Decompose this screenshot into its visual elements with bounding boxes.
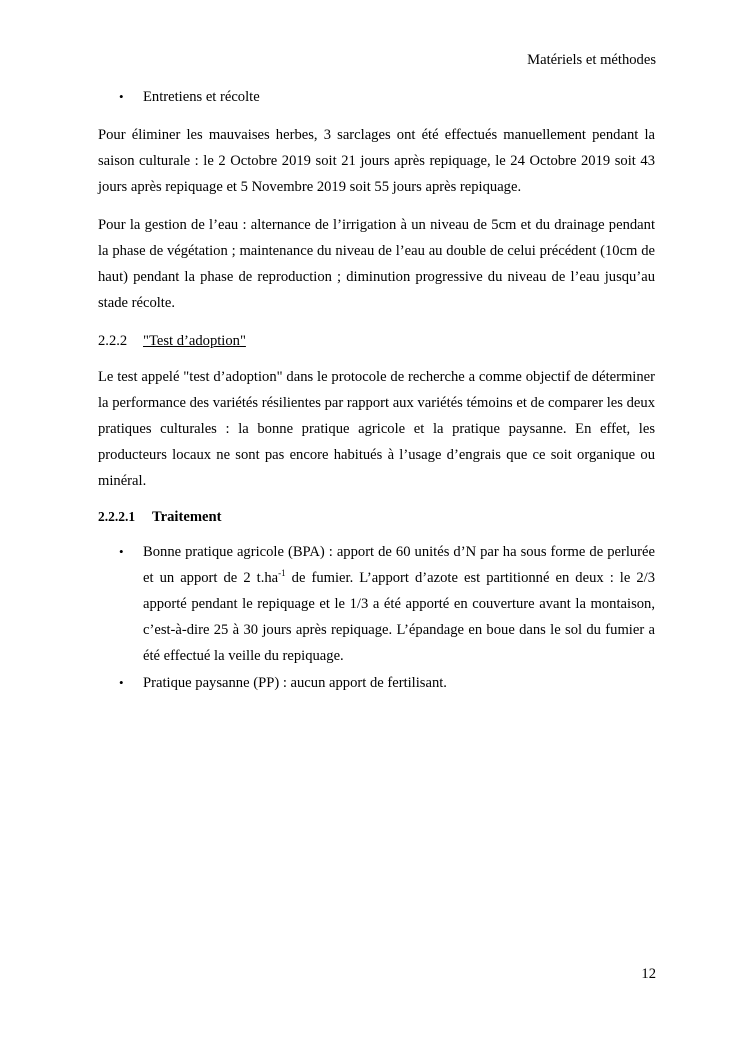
bpa-text-after: de fumier. L’apport d’azote est partitionné en deux : le 2/3 apporté pendant le repiquage et le 1/3 a été apporté en couverture avant la montaison, c’est-à-dire 25 à 30 jours après repiquage. L’épandage en boue dans le sol du fumier a été effectué la veille du repiquage. bbox=[143, 570, 655, 664]
section-number: 2.2.2 bbox=[98, 333, 128, 349]
section-heading-2-2-2 bbox=[98, 333, 246, 350]
section-heading-2-2-2-1 bbox=[98, 509, 221, 526]
bullet-entretiens bbox=[119, 89, 260, 106]
section-title: Traitement bbox=[152, 509, 222, 525]
paragraph-sarclage: Pour éliminer les mauvaises herbes, 3 sarclages ont été effectués manuellement pendant la saison culturale : le 2 Octobre 2019 soit 21 jours après repiquage, le 24 Octobre 2019 soit 43 jours après repiquage et 5 Novembre 2019 soit 55 jours après repiquage. bbox=[98, 127, 655, 195]
paragraph-gestion-eau: Pour la gestion de l’eau : alternance de l’irrigation à un niveau de 5cm et du drainage pendant la phase de végétation ; maintenance du niveau de l’eau au double de celui précédent (10cm de haut) pendant la phase de reproduction ; diminution progressive du niveau de l’eau jusqu’au stade récolte. bbox=[98, 217, 655, 311]
list-item-pp bbox=[119, 670, 655, 696]
list-item-bpa bbox=[119, 539, 655, 669]
paragraph-test-adoption: Le test appelé "test d’adoption" dans le protocole de recherche a comme objectif de déterminer la performance des variétés résilientes par rapport aux variétés témoins et de comparer les deux pratiques culturales : la bonne pratique agricole et la pratique paysanne. En effet, les producteurs locaux ne sont pas encore habitués à l’usage d’engrais que ce soit organique ou minéral. bbox=[98, 369, 655, 489]
bullet-marker: • bbox=[119, 675, 124, 690]
pp-text: Pratique paysanne (PP) : aucun apport de fertilisant. bbox=[143, 675, 447, 691]
bpa-text bbox=[143, 539, 655, 669]
bullet-marker: • bbox=[119, 544, 124, 559]
bpa-superscript: -1 bbox=[278, 568, 286, 579]
page-number: 12 bbox=[641, 966, 656, 982]
bullet-label: Entretiens et récolte bbox=[143, 89, 260, 105]
running-header: Matériels et méthodes bbox=[527, 52, 656, 68]
bullet-marker: • bbox=[119, 89, 124, 104]
section-number: 2.2.2.1 bbox=[98, 509, 136, 524]
section-title: "Test d’adoption" bbox=[143, 333, 246, 349]
bpa-text-before: Bonne pratique agricole (BPA) : apport de 60 unités d’N par ha sous forme de perlurée et un apport de 2 t.ha bbox=[143, 544, 655, 586]
